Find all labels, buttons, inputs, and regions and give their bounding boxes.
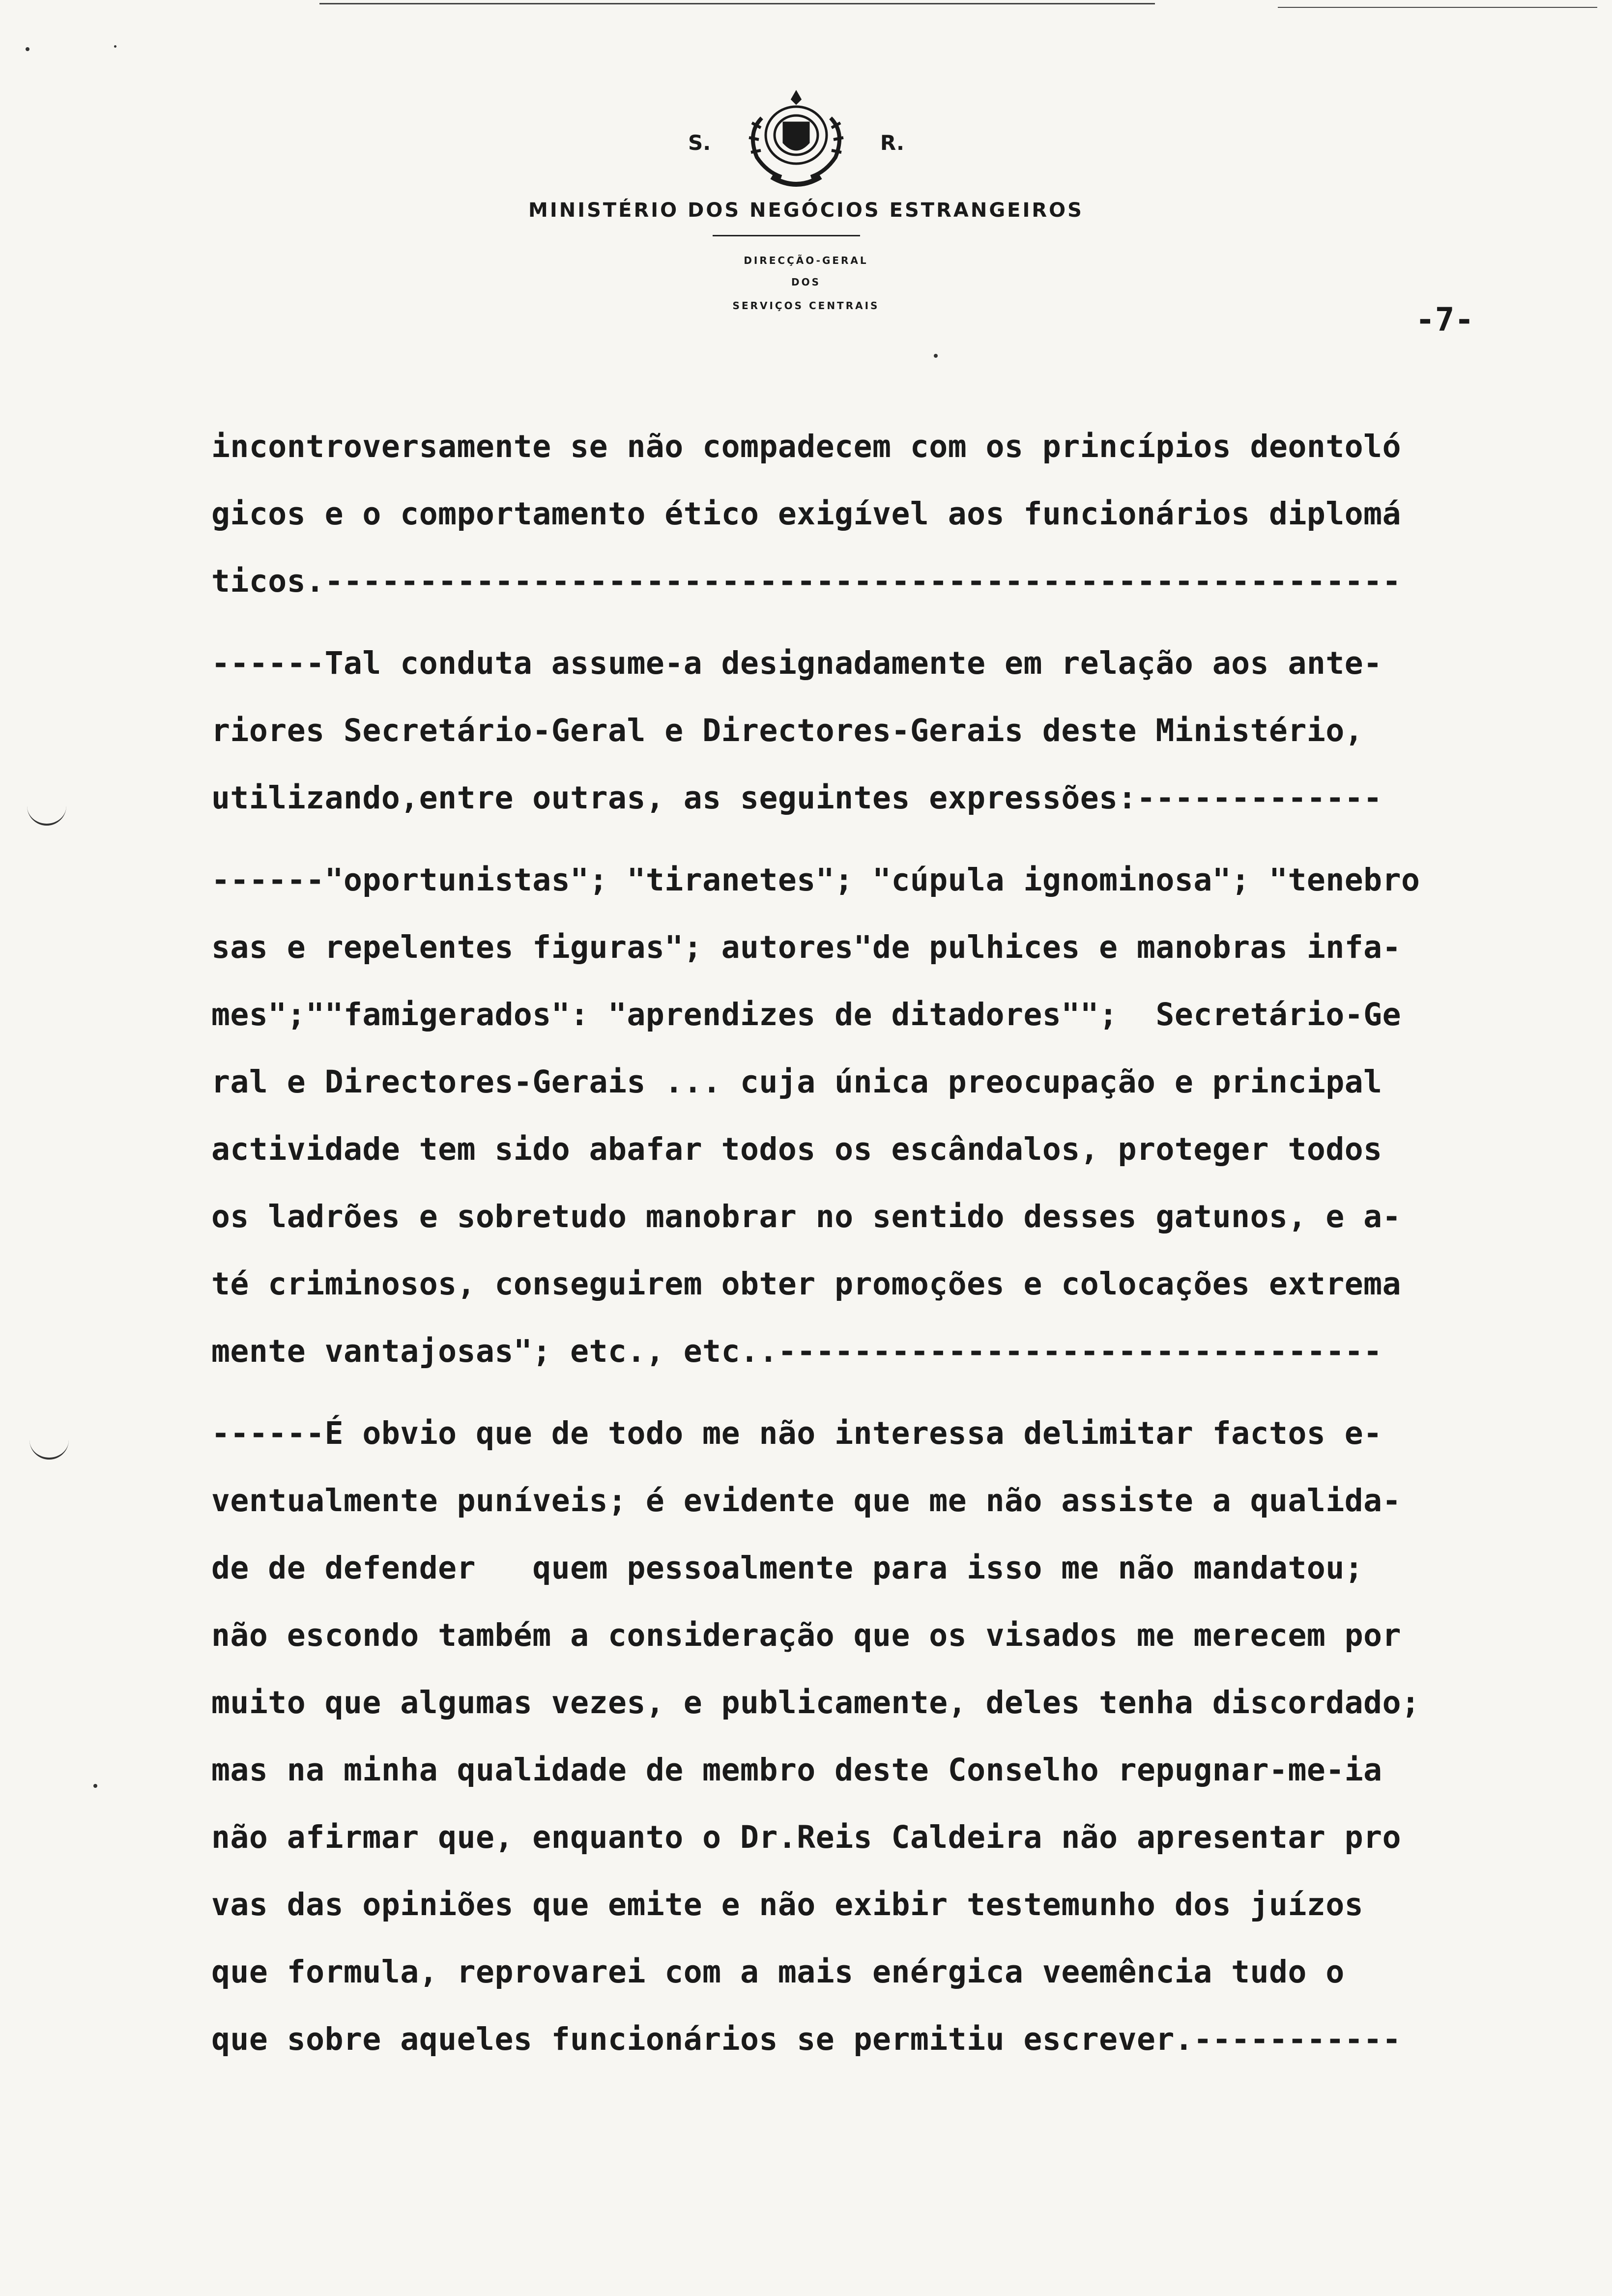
body-line: não afirmar que, enquanto o Dr.Reis Caldeira não apresentar pro — [211, 1819, 1402, 1855]
direction-line-1: DIRECÇÃO-GERAL — [744, 255, 868, 266]
body-line: os ladrões e sobretudo manobrar no sentido desses gatunos, e a- — [211, 1199, 1402, 1234]
direction-line-2: DOS — [791, 276, 821, 288]
body-line: ------É obvio que de todo me não interessa delimitar factos e- — [211, 1415, 1382, 1451]
portuguese-coat-of-arms-icon — [742, 88, 850, 192]
ministry-name: MINISTÉRIO DOS NEGÓCIOS ESTRANGEIROS — [528, 199, 1084, 222]
direction-line-3: SERVIÇOS CENTRAIS — [732, 300, 880, 312]
page-number: -7- — [1415, 301, 1474, 339]
letterhead-initial-right: R. — [880, 131, 904, 155]
punch-hole-mark — [27, 806, 66, 826]
body-line: gicos e o comportamento ético exigível aos funcionários diplomá — [211, 496, 1402, 532]
punch-hole-mark — [29, 1440, 69, 1460]
body-line: ------Tal conduta assume-a designadamente em relação aos ante- — [211, 645, 1382, 681]
letterhead-initial-left: S. — [688, 131, 711, 155]
body-line: muito que algumas vezes, e publicamente, deles tenha discordado; — [211, 1685, 1420, 1721]
scan-edge-line — [319, 3, 1155, 4]
body-line: ------"oportunistas"; "tiranetes"; "cúpula ignominosa"; "tenebro — [211, 862, 1420, 898]
body-line: vas das opiniões que emite e não exibir testemunho dos juízos — [211, 1887, 1364, 1923]
letterhead-divider — [713, 235, 860, 236]
body-line: mas na minha qualidade de membro deste Conselho repugnar-me-ia — [211, 1752, 1382, 1788]
body-line: não escondo também a consideração que os visados me merecem por — [211, 1617, 1402, 1653]
body-line: sas e repelentes figuras"; autores"de pulhices e manobras infa- — [211, 929, 1402, 965]
body-line: que formula, reprovarei com a mais enérgica veemência tudo o — [211, 1954, 1345, 1990]
body-line: utilizando,entre outras, as seguintes expressões:------------- — [211, 780, 1382, 816]
body-line: mes";""famigerados": "aprendizes de ditadores""; Secretário-Ge — [211, 997, 1402, 1033]
scan-edge-line — [1278, 7, 1597, 8]
body-line: mente vantajosas"; etc., etc..-------------------------------- — [211, 1333, 1382, 1369]
body-line: que sobre aqueles funcionários se permitiu escrever.----------- — [211, 2021, 1402, 2057]
body-line: té criminosos, conseguirem obter promoções e colocações extrema — [211, 1266, 1402, 1302]
body-line: incontroversamente se não compadecem com os princípios deontoló — [211, 429, 1402, 464]
body-line: actividade tem sido abafar todos os escândalos, proteger todos — [211, 1131, 1382, 1167]
body-line: ral e Directores-Gerais ... cuja única preocupação e principal — [211, 1064, 1382, 1100]
body-line: de de defender quem pessoalmente para isso me não mandatou; — [211, 1550, 1364, 1586]
body-line: ventualmente puníveis; é evidente que me não assiste a qualida- — [211, 1483, 1402, 1519]
body-line: ticos.--------------------------------------------------------- — [211, 563, 1402, 599]
body-line: riores Secretário-Geral e Directores-Gerais deste Ministério, — [211, 713, 1364, 748]
document-body — [211, 413, 1509, 2073]
letterhead-crest-row — [678, 88, 914, 201]
